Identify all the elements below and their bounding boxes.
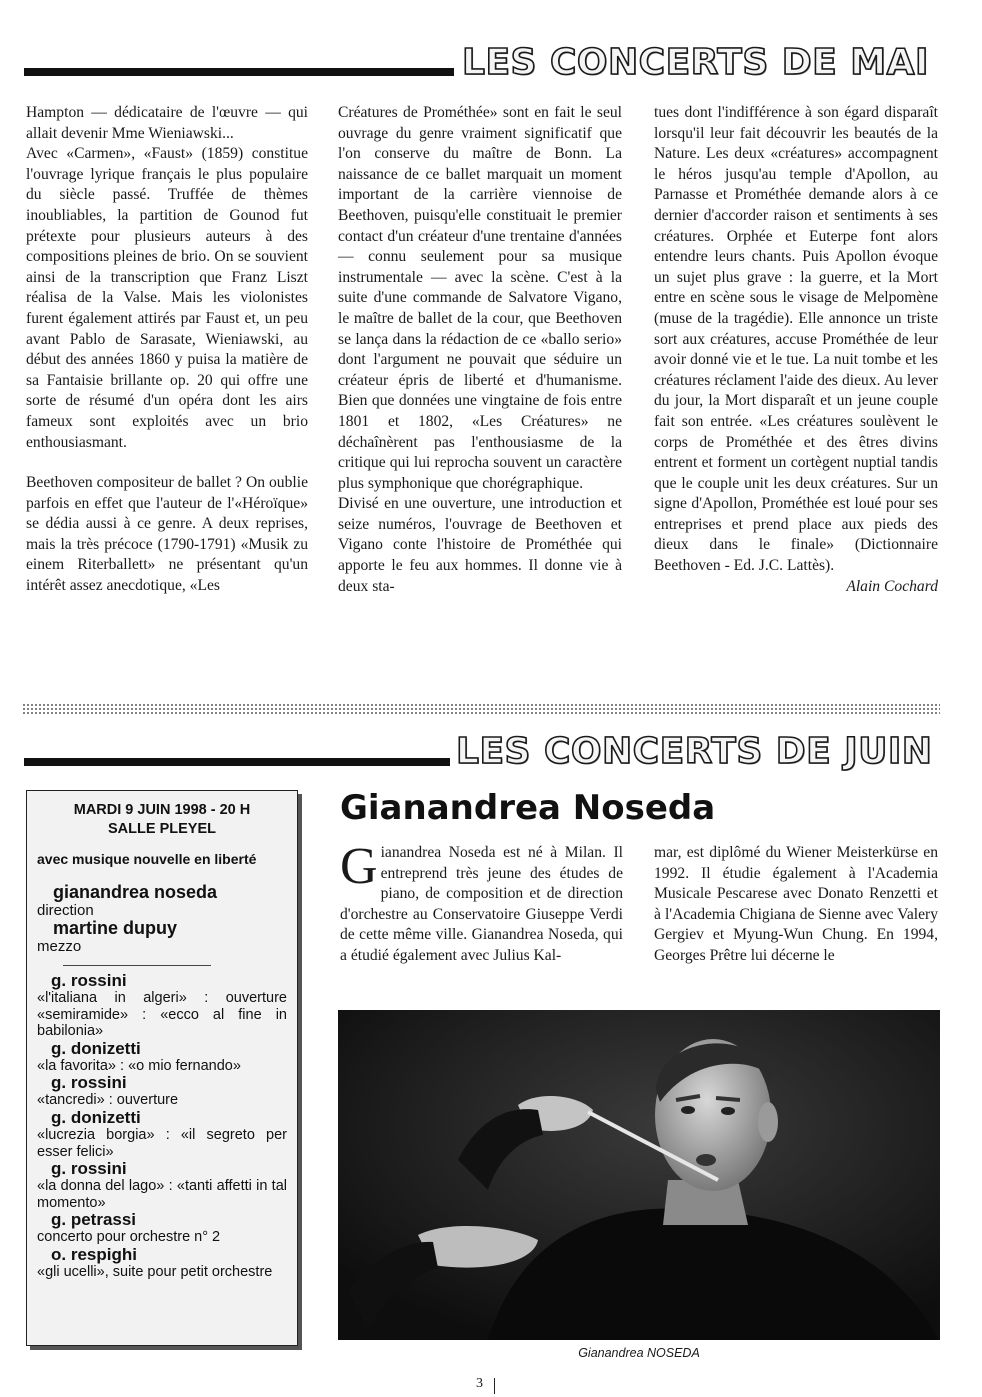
june-col2-p1: mar, est diplômé du Wiener Meisterkürse en 1992. Il étudie également à l'Academia Musicale Pescarese avec Donato Renzetti et à l'Academia Chigiana de Sienne avec Valery Gergiev et Myung-Wun Chung. En 1994, Georges Prêtre lui décerne le [654, 844, 938, 964]
program-works: «lucrezia borgia» : «il segreto per esser felici» [37, 1126, 287, 1160]
photo-caption: Gianandrea NOSEDA [578, 1346, 700, 1360]
may-column-1 [26, 103, 308, 597]
conductor-photo [338, 1010, 940, 1340]
program-composer: o. respighi [51, 1244, 137, 1264]
may-column-2 [338, 103, 622, 597]
performer-name: martine dupuy [53, 918, 178, 938]
program-composer: g. donizetti [51, 1107, 141, 1127]
separator-line [63, 965, 211, 966]
may-col2-p2: Divisé en une ouverture, une introduction et seize numéros, l'ouvrage de Beethoven et Vigano conte l'histoire de Prométhée qui apporte le feu aux hommes. Il donne vie à deux sta- [338, 495, 622, 595]
conductor-illustration [338, 1010, 940, 1340]
june-column-1 [340, 838, 623, 967]
june-col1-p1 [340, 838, 623, 967]
june-column-2 [654, 843, 938, 967]
performer-name: gianandrea noseda [53, 882, 218, 902]
section-rule-june [24, 758, 450, 766]
section-title-june: LES CONCERTS DE JUIN [456, 731, 933, 772]
page-number: 3 [476, 1376, 483, 1391]
performer-role: direction [37, 902, 94, 919]
program-composer: g. donizetti [51, 1038, 141, 1058]
program-composer: g. petrassi [51, 1210, 137, 1230]
program-composer: g. rossini [51, 1159, 127, 1179]
section-rule-may [24, 68, 454, 76]
drop-cap: G [340, 838, 378, 895]
program-list [27, 972, 297, 1281]
program-works: «gli ucelli», suite pour petit orchestre [37, 1263, 273, 1280]
program-works: «la favorita» : «o mio fernando» [37, 1057, 241, 1074]
section-title-may: LES CONCERTS DE MAI [462, 42, 929, 83]
concert-note: avec musique nouvelle en liberté [37, 851, 257, 867]
may-column-3 [654, 103, 938, 597]
article-signature: Alain Cochard [846, 577, 938, 595]
may-col2-p1: Créatures de Prométhée» sont en fait le seul ouvrage du genre vraiment significatif que l'on conserve du maître de Bonn. La naissance de ce ballet marquait un moment important de la carrière viennoise de Beethoven, puisqu'elle constituait le premier contact d'un créateur d'une trentaine d'années — connu seulement pour sa musique instrumentale — avec la scène. C'est à la suite d'une commande de Salvatore Vigano, le maître de ballet de la cour, que Beethoven se lança dans la rédaction de ce «ballo serio» dont l'argument ne pouvait que séduire un créateur épris de liberté et d'humanisme. Bien que données une vingtaine de fois entre 1801 et 1802, «Les Créatures» ne déchaînèrent pas l'enthousiasme de la critique qui lui reprocha souvent un caractère plus symphonique que chorégraphique. [338, 104, 622, 492]
performer-list [27, 883, 297, 955]
program-works: «tancredi» : ouverture [37, 1092, 179, 1109]
program-works: «la donna del lago» : «tanti affetti in tal momento» [37, 1178, 287, 1211]
program-works: concerto pour orchestre n° 2 [37, 1229, 221, 1246]
program-composer: g. rossini [51, 971, 127, 990]
concert-info-box [26, 790, 298, 1346]
section-divider [22, 703, 940, 714]
page-number-bar [494, 1378, 495, 1394]
june-col1-text: ianandrea Noseda est né à Milan. Il entreprend très jeune des études de piano, de composition et de direction d'orchestre au Conservatoire Giuseppe Verdi de cette même ville. Gianandrea Noseda, qui a étudié également avec Julius Kal- [340, 844, 623, 964]
performer-role: mezzo [37, 938, 82, 955]
program-works: «l'italiana in algeri» : ouverture «semiramide» : «ecco al fine in babilonia» [37, 990, 287, 1040]
concert-venue: SALLE PLEYEL [108, 821, 216, 837]
may-col3-p1: tues dont l'indifférence à son égard disparaît lorsqu'il leur fait découvrir les beautés de la Nature. Les deux «créatures» accompagnent le héros jusqu'au temple d'Apollon, au Parnasse et Prométhée demande alors à ce dernier d'accorder raison et sentiments à ses créatures. Orphée et Euterpe font alors entendre leurs chants. Puis Apollon évoque un sujet plus grave : la guerre, et la Mort entre en scène sous le visage de Melpomène (muse de la tragédie). Elle annonce un triste sort aux créatures, accuse Prométhée de leur avoir donné vie et le tue. La nuit tombe et les créatures réclament l'aide des dieux. Au lever du jour, la Mort disparaît et un jeune couple fait son entrée. «Les créatures soulèvent le corps de Prométhée et des êtres divins entrent et forment un cortègent nuptial tandis que le couple unit les deux créatures. Sur un signe d'Apollon, Prométhée est loué pour ses entreprises et prend place aux pieds des dieux dans le finale» (Dictionnaire Beethoven - Ed. J.C. Lattès). [654, 104, 938, 575]
may-col1-p3: Beethoven compositeur de ballet ? On oublie parfois en effet que l'auteur de l'«Héroïque» se dédia aussi à ce genre. A deux reprises, mais la très précoce (1790-1791) «Musik zu einem Riterballett» ne présentant qu'un intérêt assez anecdotique, «Les [26, 474, 308, 595]
concert-date: MARDI 9 JUIN 1998 - 20 H [73, 802, 251, 818]
may-col1-p1: Hampton — dédicataire de l'œuvre — qui allait devenir Mme Wieniawski... [26, 104, 308, 142]
article-title: Gianandrea Noseda [340, 788, 716, 828]
may-col1-p2: Avec «Carmen», «Faust» (1859) constitue l'ouvrage lyrique français le plus populaire du siècle passé. Truffée de thèmes inoubliables, la partition de Gounod fut prétexte pour plusieurs auteurs à des compositions pleines de brio. On se souvient ainsi de la transcription que Franz Liszt réalisa de la Valse. Mais les violonistes furent également attirés par Faust et, un peu avant Pablo de Sarasate, Wieniawski, au début des années 1860 y puisa la matière de sa Fantaisie brillante op. 20 qui offre une sorte de résumé d'un opéra dont les airs fameux sont exploités avec un brio enthousiasmant. [26, 145, 308, 451]
program-composer: g. rossini [51, 1073, 127, 1093]
